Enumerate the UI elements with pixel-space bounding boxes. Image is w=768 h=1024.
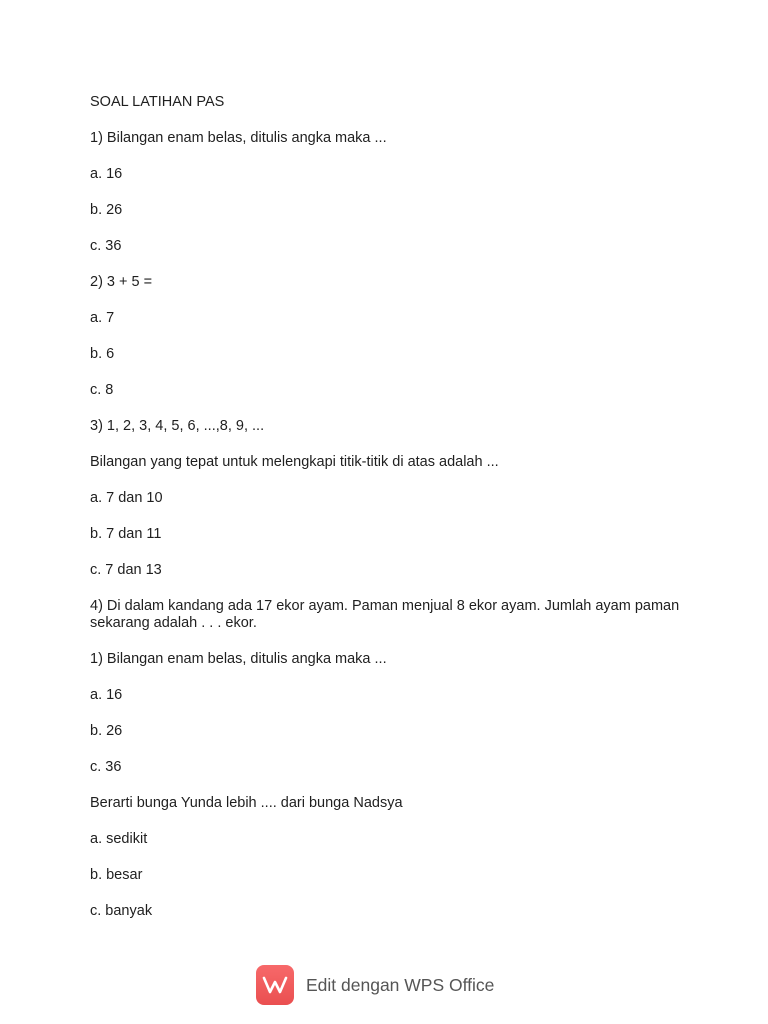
document-title: SOAL LATIHAN PAS <box>90 94 225 110</box>
question-2-option-a: a. 7 <box>90 310 115 326</box>
question-repeat-1-option-c: c. 36 <box>90 759 122 775</box>
question-repeat-1: 1) Bilangan enam belas, ditulis angka maka ... <box>90 651 387 667</box>
question-flower-option-c: c. banyak <box>90 903 153 919</box>
wps-edit-banner[interactable] <box>256 965 494 1005</box>
question-flower: Berarti bunga Yunda lebih .... dari bunga Nadsya <box>90 795 403 811</box>
question-3-option-b: b. 7 dan 11 <box>90 526 162 542</box>
question-1-option-b: b. 26 <box>90 202 123 218</box>
wps-edit-label[interactable]: Edit dengan WPS Office <box>306 974 495 995</box>
question-2: 2) 3 + 5 = <box>90 274 153 290</box>
wps-office-logo-icon <box>256 965 294 1005</box>
question-1: 1) Bilangan enam belas, ditulis angka maka ... <box>90 130 387 146</box>
question-1-option-a: a. 16 <box>90 166 123 182</box>
document-content <box>90 94 690 939</box>
question-3-prompt: Bilangan yang tepat untuk melengkapi titik-titik di atas adalah ... <box>90 454 499 470</box>
question-2-option-b: b. 6 <box>90 346 115 362</box>
question-repeat-1-option-b: b. 26 <box>90 723 123 739</box>
question-flower-option-a: a. sedikit <box>90 831 148 847</box>
question-repeat-1-option-a: a. 16 <box>90 687 123 703</box>
question-3-option-a: a. 7 dan 10 <box>90 490 163 506</box>
question-4: 4) Di dalam kandang ada 17 ekor ayam. Paman menjual 8 ekor ayam. Jumlah ayam paman sekarang adalah . . . ekor. <box>90 598 680 631</box>
question-2-option-c: c. 8 <box>90 382 114 398</box>
question-1-option-c: c. 36 <box>90 238 122 254</box>
question-3-option-c: c. 7 dan 13 <box>90 562 162 578</box>
question-flower-option-b: b. besar <box>90 867 143 883</box>
question-3: 3) 1, 2, 3, 4, 5, 6, ...,8, 9, ... <box>90 418 265 434</box>
